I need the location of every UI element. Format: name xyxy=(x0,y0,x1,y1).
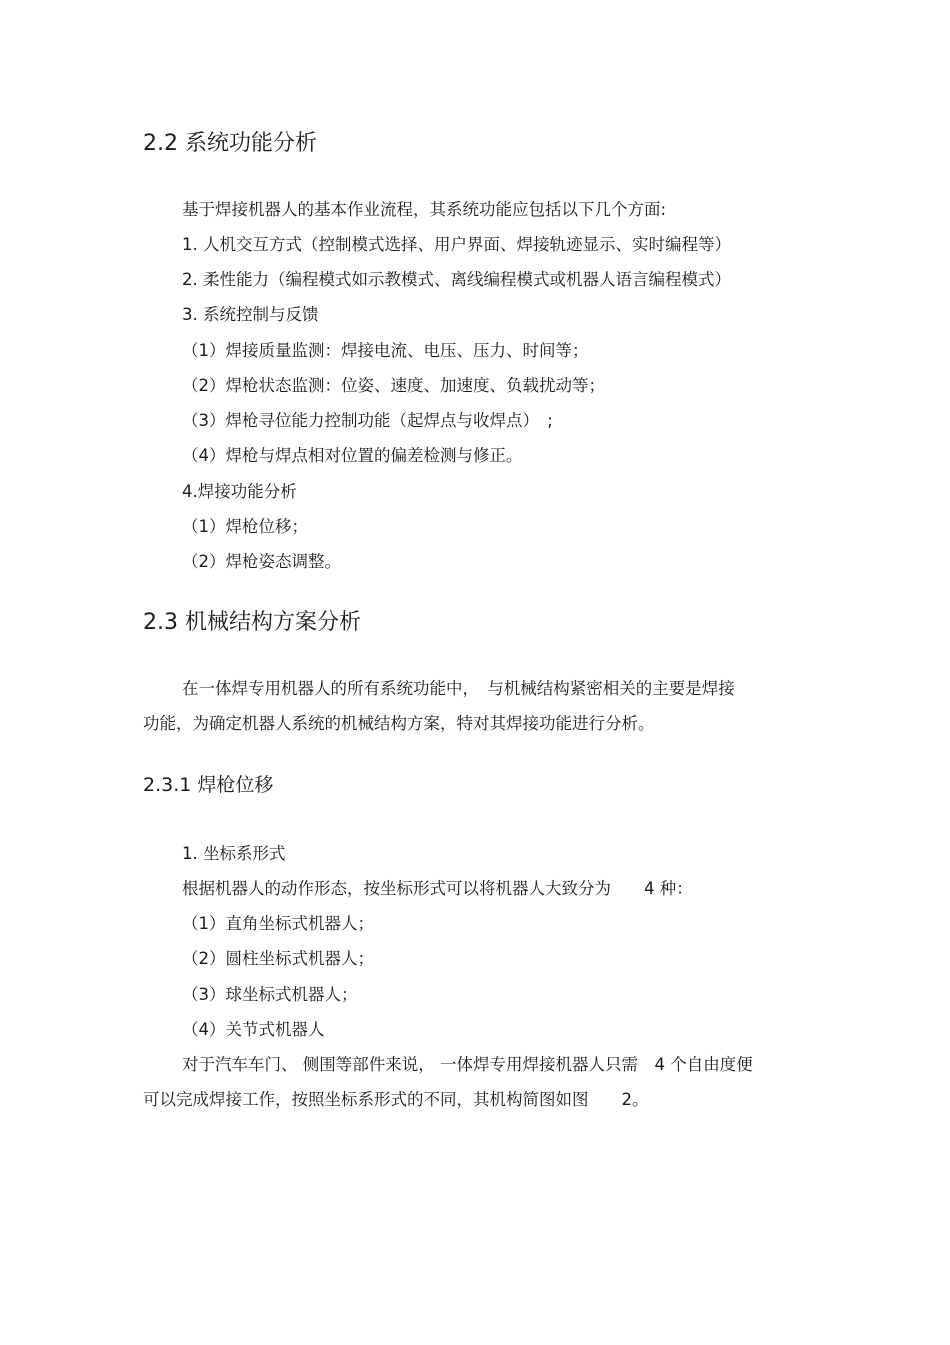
section-heading-2-3: 2.3 机械结构方案分析 xyxy=(143,610,361,635)
sub-item-2: （2）焊枪状态监测：位姿、速度、加速度、负载扰动等； xyxy=(182,376,605,395)
paragraph-line-2: 功能，为确定机器人系统的机械结构方案，特对其焊接功能进行分析。 xyxy=(143,714,655,733)
robot-type-2: （2）圆柱坐标式机器人； xyxy=(182,949,374,968)
item4-sub-2: （2）焊枪姿态调整。 xyxy=(182,552,341,571)
robot-type-4: （4）关节式机器人 xyxy=(182,1020,325,1039)
list-item-3: 3. 系统控制与反馈 xyxy=(182,305,319,324)
section-heading-2-2: 2.2 系统功能分析 xyxy=(143,131,317,156)
sub-item-4: （4）焊枪与焊点相对位置的偏差检测与修正。 xyxy=(182,446,523,465)
paragraph-line-3: 对于汽车车门、 侧围等部件来说， 一体焊专用焊接机器人只需 4 个自由度便 xyxy=(182,1055,753,1074)
sub-item-3: （3）焊枪寻位能力控制功能（起焊点与收焊点） ; xyxy=(182,411,553,430)
item4-sub-1: （1）焊枪位移； xyxy=(182,517,308,536)
list-item-coordinate-form: 1. 坐标系形式 xyxy=(182,844,286,863)
paragraph-intro-2: 根据机器人的动作形态，按坐标形式可以将机器人大致分为 4 种： xyxy=(182,879,693,898)
list-item-4: 4.焊接功能分析 xyxy=(182,482,297,501)
robot-type-1: （1）直角坐标式机器人； xyxy=(182,914,374,933)
paragraph-line-1: 在一体焊专用机器人的所有系统功能中， 与机械结构紧密相关的主要是焊接 xyxy=(182,679,735,698)
sub-item-1: （1）焊接质量监测：焊接电流、电压、压力、时间等； xyxy=(182,341,589,360)
robot-type-3: （3）球坐标式机器人； xyxy=(182,985,358,1004)
paragraph-line-4: 可以完成焊接工作，按照坐标系形式的不同，其机构简图如图 2。 xyxy=(143,1090,649,1109)
list-item-2: 2. 柔性能力（编程模式如示教模式、离线编程模式或机器人语言编程模式） xyxy=(182,270,731,289)
list-item-1: 1. 人机交互方式（控制模式选择、用户界面、焊接轨迹显示、实时编程等） xyxy=(182,235,731,254)
section-heading-2-3-1: 2.3.1 焊枪位移 xyxy=(143,774,274,796)
paragraph-intro: 基于焊接机器人的基本作业流程，其系统功能应包括以下几个方面: xyxy=(182,200,667,219)
